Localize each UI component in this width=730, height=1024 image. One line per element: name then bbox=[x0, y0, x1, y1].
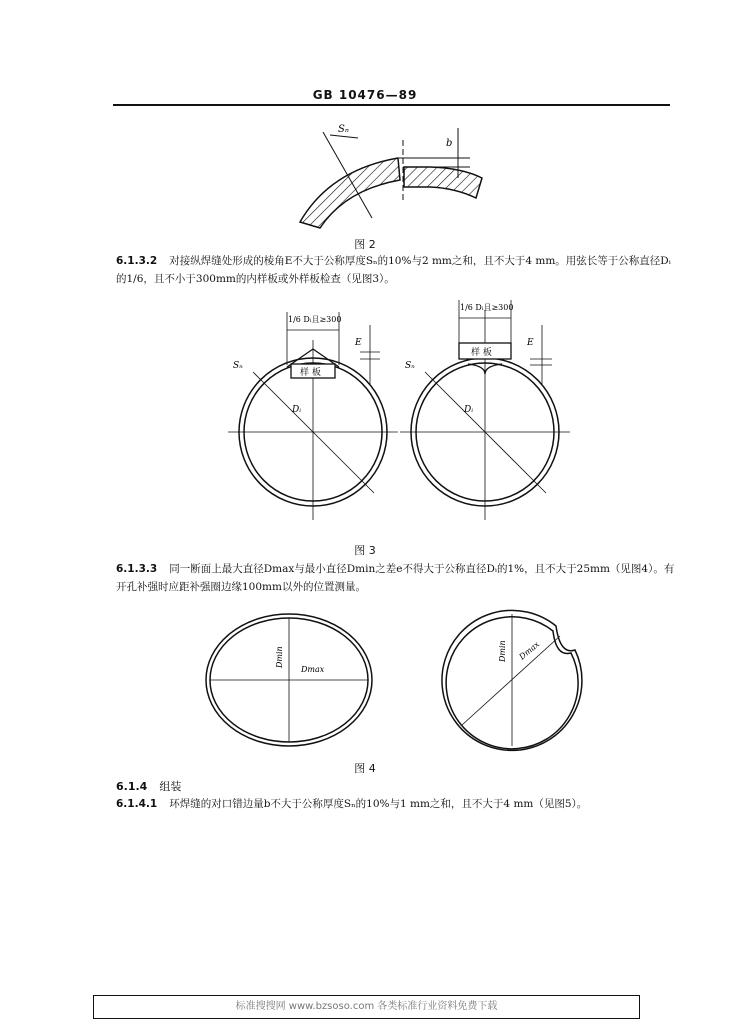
header-rule bbox=[113, 104, 670, 106]
fig3-right-label-di: Dᵢ bbox=[464, 405, 474, 415]
section-6-1-4-heading bbox=[116, 778, 181, 794]
paragraph-6-1-3-2 bbox=[116, 252, 676, 288]
paragraph-number: 6.1.3.2 bbox=[116, 255, 158, 267]
footer-watermark: 标准搜搜网 www.bzsoso.com 各类标准行业资料免费下载 bbox=[93, 995, 640, 1019]
figure-4-drawing bbox=[0, 605, 730, 755]
fig3-right-label-sn: Sₙ bbox=[405, 361, 415, 371]
paragraph-6-1-3-3 bbox=[116, 560, 676, 596]
section-number: 6.1.4 bbox=[116, 780, 148, 793]
fig3-right-label-e: E bbox=[527, 338, 534, 348]
paragraph-6-1-4-1 bbox=[116, 795, 676, 813]
fig4-right-label-dmax: Dmax bbox=[517, 639, 542, 662]
standard-header: GB 10476—89 bbox=[312, 88, 418, 102]
paragraph-number: 6.1.4.1 bbox=[116, 798, 158, 810]
figure-2-drawing bbox=[0, 110, 730, 230]
paragraph-text: 对接纵焊缝处形成的棱角E不大于公称厚度Sₙ的10%与2 mm之和，且不大于4 mm。用弦长等于公称直径Dᵢ的1/6，且不小于300mm的内样板或外样板检查（见图3）。 bbox=[116, 255, 671, 285]
fig3-left-label-sn: Sₙ bbox=[233, 361, 243, 371]
fig3-left-chord-label: 1/6 Dᵢ且≥300 bbox=[288, 315, 342, 324]
figure-4-caption: 图 4 bbox=[354, 762, 376, 775]
fig2-label-b: b bbox=[446, 138, 453, 149]
fig2-label-sn: Sₙ bbox=[338, 124, 349, 135]
fig4-right-label-dmin: Dmin bbox=[498, 640, 507, 662]
fig3-left-template-label: 样 板 bbox=[300, 368, 321, 378]
section-title: 组装 bbox=[159, 780, 182, 793]
figure-3-caption: 图 3 bbox=[354, 544, 376, 557]
figure-3-drawing bbox=[0, 290, 730, 530]
fig4-left-label-dmin: Dmin bbox=[275, 646, 284, 668]
left-plate bbox=[300, 158, 400, 228]
figure-2-caption: 图 2 bbox=[354, 238, 376, 251]
right-plate bbox=[404, 167, 482, 198]
fig3-left-label-di: Dᵢ bbox=[292, 405, 302, 415]
fig3-right-chord-label: 1/6 Dᵢ且≥300 bbox=[460, 303, 514, 312]
paragraph-text: 同一断面上最大直径Dmax与最小直径Dmin之差e不得大于公称直径Dᵢ的1%，且不大于25mm（见图4）。有开孔补强时应距补强圈边缘100mm以外的位置测量。 bbox=[116, 563, 675, 593]
paragraph-number: 6.1.3.3 bbox=[116, 563, 158, 575]
fig4-left-label-dmax: Dmax bbox=[301, 665, 325, 674]
fig3-right-template-label: 样 板 bbox=[471, 348, 492, 358]
fig3-left-label-e: E bbox=[355, 338, 362, 348]
paragraph-text: 环焊缝的对口错边量b不大于公称厚度Sₙ的10%与1 mm之和，且不大于4 mm（见图5）。 bbox=[169, 798, 588, 810]
